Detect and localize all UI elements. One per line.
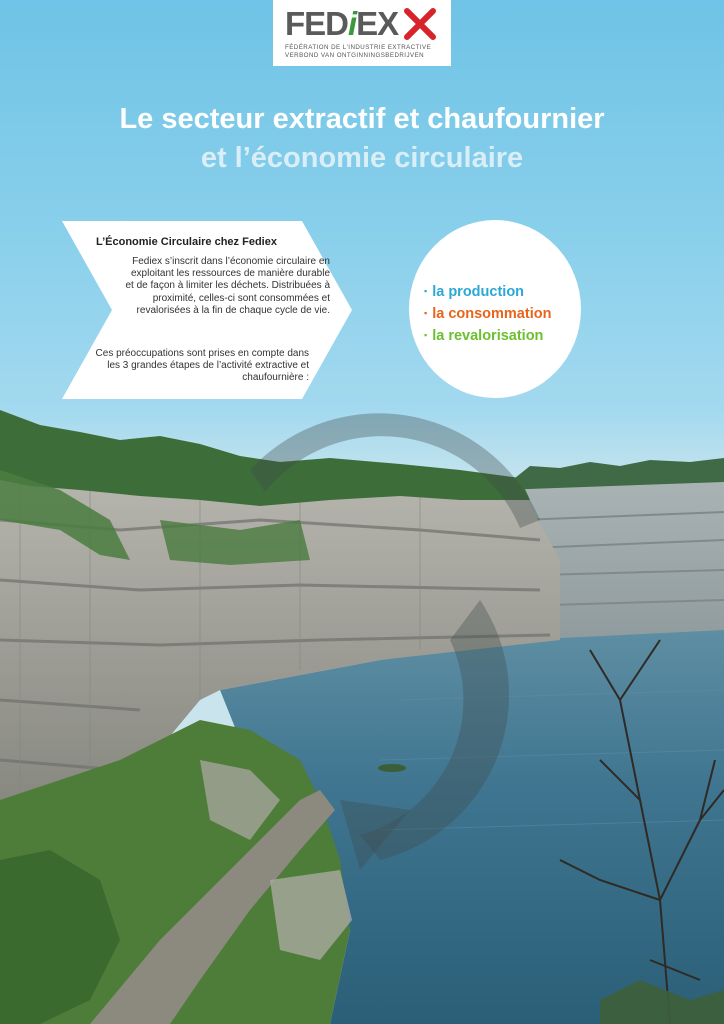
step-revalorisation (424, 325, 551, 347)
step-consommation (424, 303, 551, 325)
logo-subtitle-fr: FÉDÉRATION DE L'INDUSTRIE EXTRACTIVE (285, 44, 432, 51)
logo-subtitle (285, 44, 445, 60)
fediex-logo (273, 0, 451, 66)
logo-word-ex: EX (356, 5, 399, 42)
logo-word-i: i (348, 5, 357, 42)
step-label: la production (432, 284, 525, 300)
step-bullet-icon: ▪ (424, 286, 428, 296)
info-box-paragraph-1: Fediex s’inscrit dans l’économie circulaire en exploitant les ressources de manière durable et de façon à limiter les déchets. Distribuées à proximité, celles-ci sont consommées et revalorisées à la fin de chaque cycle de vie. (125, 256, 330, 316)
step-label: la consommation (432, 306, 552, 322)
logo-wordmark (285, 7, 398, 41)
logo-subtitle-nl: VERBOND VAN ONTGINNINGSBEDRIJVEN (285, 52, 425, 59)
page-title-line2: et l’économie circulaire (200, 142, 524, 174)
logo-word-fed: FED (285, 5, 348, 42)
step-production (424, 281, 551, 303)
steps-list (424, 281, 551, 347)
step-bullet-icon: ▪ (424, 330, 428, 340)
page-title-line1: Le secteur extractif et chaufournier (119, 103, 605, 135)
info-box-paragraph-2: Ces préoccupations sont prises en compte dans les 3 grandes étapes de l’activité extractive et chaufournière : (95, 348, 309, 384)
step-label: la revalorisation (432, 328, 544, 344)
info-box-heading: L’Économie Circulaire chez Fediex (96, 236, 277, 248)
red-x-icon (401, 5, 439, 43)
step-bullet-icon: ▪ (424, 308, 428, 318)
